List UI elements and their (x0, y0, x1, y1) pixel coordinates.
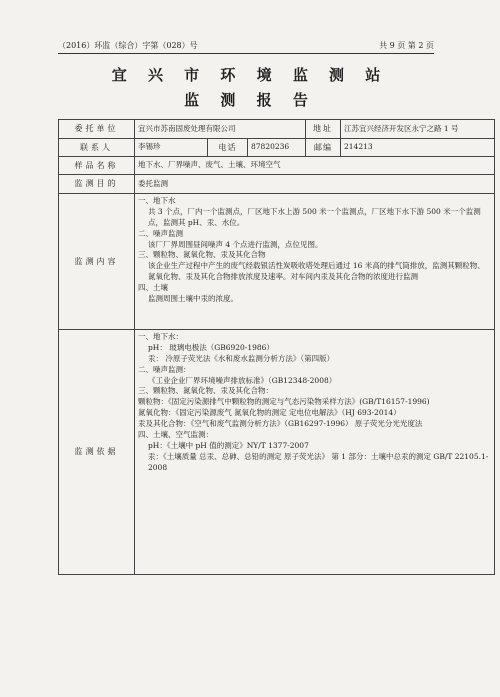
address-value: 江苏宜兴经济开发区永宁之路 1 号 (341, 120, 495, 139)
sample-row (59, 157, 495, 175)
basis-line: pH： 玻璃电极法（GB6920-1986） (148, 342, 274, 352)
content-row (59, 194, 495, 330)
report-title: 监 测 报 告 (184, 91, 316, 109)
phone-label: 电话 (208, 139, 248, 157)
contact-label: 联系人 (59, 139, 135, 157)
report-number: （2016）环监（综合）字第（028）号 (58, 41, 198, 50)
content-lines (138, 196, 491, 305)
basis-line: 汞及其化合物：《空气和废气监测分析方法》（GB16297-1996） 原子荧光分光光度法 (138, 419, 423, 428)
content-line: 该企业生产过程中产生的废气经载银活性炭吸收塔处理后通过 16 米高的排气筒排放，监测其颗粒物、氮氧化物、汞及其化合物排放浓度及速率。对车间内汞及其化合物的浓度进行监测 (148, 261, 485, 282)
basis-line: 二、噪声监测： (138, 364, 191, 374)
basis-row (59, 330, 495, 575)
basis-cell (135, 330, 495, 575)
client-label: 委托单位 (59, 120, 135, 139)
content-line: 四、土壤 (138, 283, 168, 292)
basis-label: 监测依据 (59, 330, 135, 575)
content-line: 二、噪声监测 (138, 228, 183, 238)
sample-value: 地下水、厂界噪声、废气、土壤、环境空气 (135, 157, 495, 175)
basis-line: 氮氧化物：《固定污染源废气 氮氧化物的测定 定电位电解法》（HJ 693-2014） (138, 408, 401, 418)
postcode-label: 邮编 (306, 139, 341, 157)
purpose-row (59, 175, 495, 194)
address-label: 地址 (306, 120, 341, 139)
report-table (58, 119, 495, 575)
client-row (59, 120, 495, 139)
basis-line: 《工业企业厂界环境噪声排放标准》（GB12348-2008） (148, 375, 337, 385)
basis-line: 汞：《土壤质量 总汞、总砷、总铅的测定 原子荧光法》 第 1 部分：土壤中总汞的测定 GB/T 22105.1-2008 (148, 451, 489, 472)
sample-label: 样品名称 (59, 157, 135, 175)
basis-line: 颗粒物：《固定污染源排气中颗粒物的测定与气态污染物采样方法》(GB/T16157-1996) (138, 397, 430, 407)
page-info: 共 9 页 第 2 页 (379, 41, 434, 50)
content-line: 三、颗粒物、氮氧化物、汞及其化合物 (138, 250, 266, 260)
basis-line: 三、颗粒物、氮氧化物、汞及其化合物： (138, 386, 273, 396)
content-label: 监测内容 (59, 194, 135, 330)
basis-line: 汞： 冷原子荧光法《水和废水监测分析方法》（第四版） (148, 353, 335, 363)
basis-line: 四、土壤、空气监测： (138, 429, 213, 439)
content-line: 共 3 个点，厂内一个监测点，厂区地下水上游 500 米一个监测点，厂区地下水下游 500 米一个监测点，监测其 pH、汞、水位。 (148, 206, 481, 227)
contact-row (59, 139, 495, 157)
content-line: 一、地下水 (138, 196, 176, 205)
phone-value: 87820236 (248, 139, 306, 157)
content-line: 监测周围土壤中汞的浓度。 (148, 293, 238, 303)
contact-value: 李锡珍 (135, 139, 208, 157)
header-rule (58, 53, 434, 54)
station-title: 宜 兴 市 环 境 监 测 站 (111, 66, 389, 84)
purpose-label: 监测目的 (59, 175, 135, 194)
content-cell (135, 194, 495, 330)
basis-line: pH：《土壤中 pH 值的测定》NY/T 1377-2007 (148, 440, 309, 450)
postcode-value: 214213 (341, 139, 495, 157)
content-line: 该厂厂界周围昼间噪声 4 个点进行监测，点位见图。 (148, 239, 323, 249)
basis-line: 一、地下水： (138, 332, 183, 341)
basis-lines (138, 332, 491, 473)
page-header (58, 40, 434, 51)
purpose-value: 委托监测 (135, 175, 495, 194)
client-value: 宜兴市苏南固废处理有限公司 (135, 120, 306, 139)
